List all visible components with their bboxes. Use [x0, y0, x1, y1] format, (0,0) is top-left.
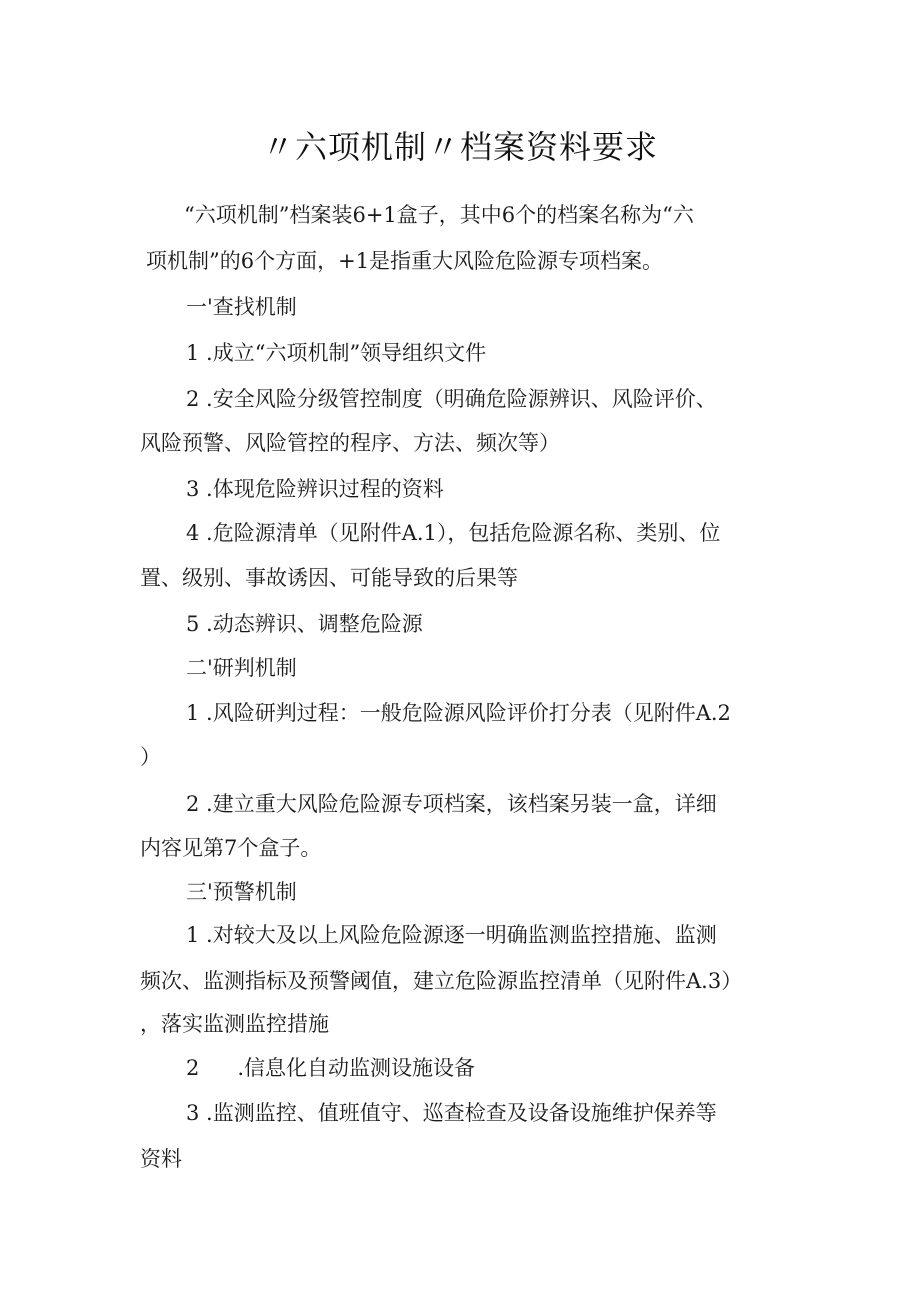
list-item: 2 .安全风险分级管控制度（明确危险源辨识、风险评价、: [186, 387, 717, 411]
section-heading-search: 一'查找机制: [186, 295, 297, 319]
list-item: 3 .体现危险辨识过程的资料: [186, 477, 444, 501]
section-heading-warning: 三'预警机制: [186, 880, 297, 904]
list-item-continuation: ）: [140, 745, 161, 769]
list-item: 1 .风险研判过程：一般危险源风险评价打分表（见附件A.2: [186, 701, 731, 725]
list-item: 5 .动态辨识、调整危险源: [186, 612, 423, 636]
list-item-continuation: 资料: [140, 1147, 182, 1171]
list-item-continuation: ，落实监测监控措施: [140, 1012, 329, 1036]
list-item: 2 .建立重大风险危险源专项档案，该档案另装一盒，详细: [186, 792, 717, 816]
list-item-continuation: 内容见第7个盒子。: [140, 836, 322, 860]
intro-line-1: “六项机制”档案装6+1盒子，其中6个的档案名称为“六: [184, 203, 694, 227]
list-item: 1 .成立“六项机制”领导组织文件: [186, 341, 487, 365]
list-item: 4 .危险源清单（见附件A.1），包括危险源名称、类别、位: [186, 521, 721, 545]
list-item-continuation: 置、级别、事故诱因、可能导致的后果等: [140, 566, 518, 590]
list-item: 1 .对较大及以上风险危险源逐一明确监测监控措施、监测: [186, 923, 717, 947]
list-item-continuation: 频次、监测指标及预警阈值，建立危险源监控清单（见附件A.3）: [140, 969, 743, 993]
list-item-continuation: 风险预警、风险管控的程序、方法、频次等）: [140, 431, 560, 455]
document-title: 〃六项机制〃档案资料要求: [261, 128, 658, 166]
intro-line-2: 项机制”的6个方面，+1是指重大风险危险源专项档案。: [146, 249, 664, 273]
section-heading-judgement: 二'研判机制: [186, 656, 297, 680]
list-item-text: .信息化自动监测设施设备: [237, 1056, 476, 1080]
list-item-number: 2: [186, 1056, 200, 1080]
list-item: [186, 1053, 475, 1083]
list-item: 3 .监测监控、值班值守、巡查检查及设备设施维护保养等: [186, 1101, 717, 1125]
